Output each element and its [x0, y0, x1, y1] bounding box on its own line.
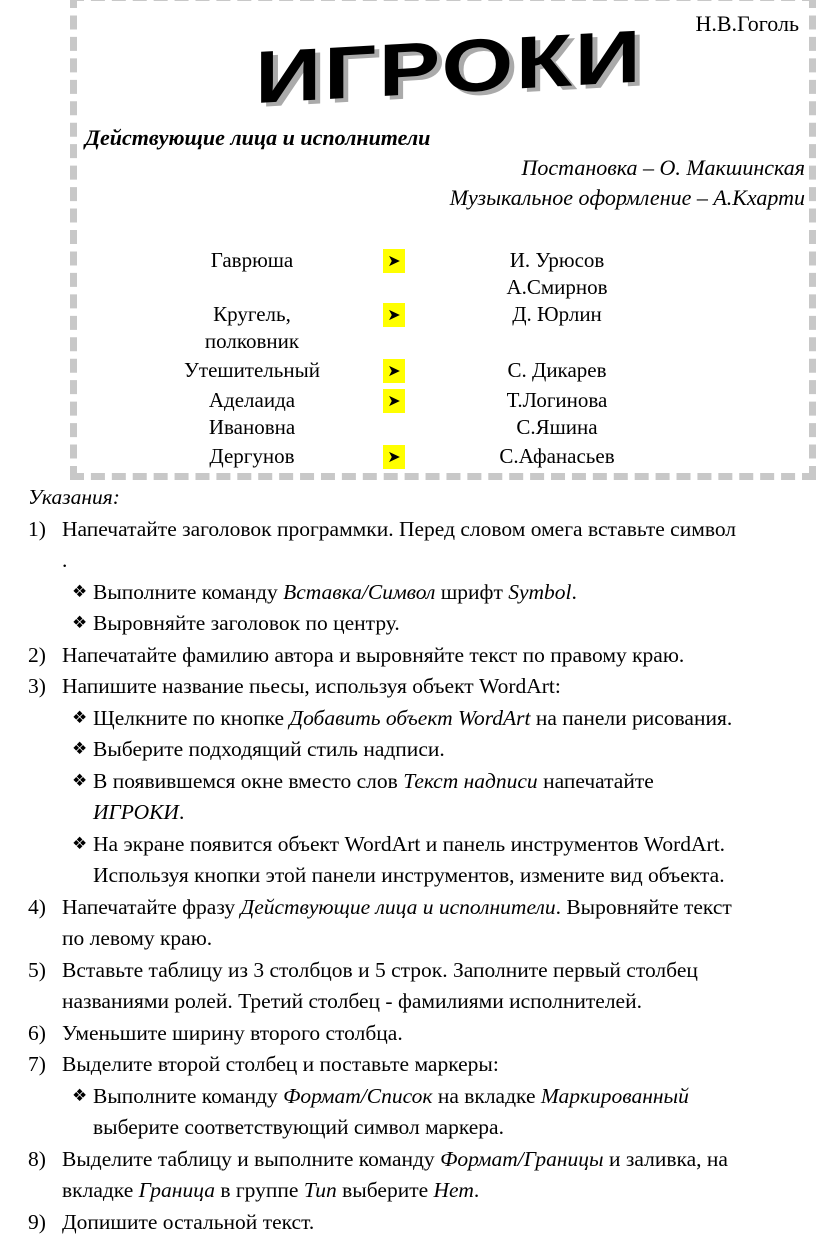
text-segment: Напишите название пьесы, используя объект WordArt: [62, 674, 561, 698]
italic-term: Тип [304, 1178, 337, 1202]
text-segment: на вкладке [432, 1084, 540, 1108]
cast-role: Гаврюша [157, 247, 347, 274]
diamond-bullet-icon: ❖ [72, 766, 87, 798]
text-segment: шрифт [435, 580, 508, 604]
arrowhead-bullet-icon: ➤ [383, 249, 405, 273]
diamond-bullet-icon: ❖ [72, 703, 87, 735]
text-segment: выберите соответствующий символ маркера. [93, 1115, 504, 1139]
cast-role: Аделаида [157, 387, 347, 414]
wordart-title: ИГРОКИ [255, 19, 643, 115]
director-credit: Постановка – О. Макшинская [522, 155, 805, 181]
italic-term: Нет [434, 1178, 474, 1202]
instruction-line [0, 797, 816, 829]
text-segment: Вставьте таблицу из 3 столбцов и 5 строк. Заполните первый столбец [62, 958, 698, 982]
step-number: 6) [28, 1018, 46, 1050]
text-segment: и заливка, на [604, 1147, 728, 1171]
instruction-text [93, 860, 725, 892]
arrowhead-bullet-icon: ➤ [383, 445, 405, 469]
arrowhead-bullet-icon: ➤ [383, 359, 405, 383]
cast-role: Утешительный [157, 357, 347, 384]
instruction-text [93, 1112, 504, 1144]
italic-term: Symbol [508, 580, 571, 604]
instruction-text [93, 608, 400, 640]
text-segment: . Выровняйте текст [556, 895, 732, 919]
italic-term: Добавить объект WordArt [289, 706, 530, 730]
instruction-line [0, 829, 816, 861]
instruction-text [93, 734, 445, 766]
italic-term: Формат/Границы [440, 1147, 604, 1171]
text-segment: Напечатайте фамилию автора и выровняйте текст по правому краю. [62, 643, 684, 667]
text-segment: Щелкните по кнопке [93, 706, 289, 730]
text-segment: Напечатайте фразу [62, 895, 241, 919]
instruction-text [62, 671, 561, 703]
instruction-line [0, 545, 816, 577]
step-number: 7) [28, 1049, 46, 1081]
instruction-line [0, 1018, 816, 1050]
step-number: 1) [28, 514, 46, 546]
text-segment: в группе [215, 1178, 304, 1202]
text-segment: выберите [337, 1178, 434, 1202]
text-segment: . [572, 580, 577, 604]
instruction-line [0, 608, 816, 640]
instruction-text [62, 955, 698, 987]
instruction-text [93, 766, 654, 798]
instructions-heading [0, 482, 816, 514]
step-number: 3) [28, 671, 46, 703]
instruction-line [0, 734, 816, 766]
step-number: 2) [28, 640, 46, 672]
arrowhead-bullet-icon: ➤ [383, 303, 405, 327]
instruction-text [93, 797, 184, 829]
text-segment: В появившемся окне вместо слов [93, 769, 403, 793]
instruction-line [0, 671, 816, 703]
italic-term: Формат/Список [283, 1084, 432, 1108]
instruction-line [0, 892, 816, 924]
instruction-line [0, 640, 816, 672]
instruction-line [0, 1175, 816, 1207]
instruction-line [0, 1049, 816, 1081]
text-segment: по левому краю. [62, 926, 212, 950]
instruction-line [0, 1081, 816, 1113]
instruction-text [62, 1207, 314, 1238]
instruction-line [0, 923, 816, 955]
step-number: 5) [28, 955, 46, 987]
instructions [0, 482, 816, 1238]
instruction-line [0, 986, 816, 1018]
instruction-line [0, 860, 816, 892]
text-segment: На экране появится объект WordArt и панель инструментов WordArt. [93, 832, 725, 856]
text-segment: Выделите второй столбец и поставьте маркеры: [62, 1052, 499, 1076]
instruction-text [62, 1175, 479, 1207]
text-segment: на панели рисования. [530, 706, 732, 730]
text-segment: Используя кнопки этой панели инструментов, измените вид объекта. [93, 863, 725, 887]
cast-role: полковник [157, 328, 347, 355]
text-segment: Выполните команду [93, 1084, 283, 1108]
italic-term: Вставка/Символ [283, 580, 435, 604]
instruction-line [0, 514, 816, 546]
cast-actor: С. Дикарев [457, 357, 657, 384]
cast-role: Дергунов [157, 443, 347, 470]
instruction-line [0, 955, 816, 987]
instruction-line [0, 766, 816, 798]
diamond-bullet-icon: ❖ [72, 829, 87, 861]
cast-actor: А.Смирнов [457, 274, 657, 301]
text-segment: Уменьшите ширину второго столбца. [62, 1021, 403, 1045]
arrowhead-bullet-icon: ➤ [383, 389, 405, 413]
instruction-text [62, 923, 212, 955]
cast-role: Кругель, [157, 301, 347, 328]
text-segment: Выделите таблицу и выполните команду [62, 1147, 440, 1171]
author-name: Н.В.Гоголь [695, 11, 799, 37]
cast-actor: Т.Логинова [457, 387, 657, 414]
instruction-line [0, 1112, 816, 1144]
text-segment: Выполните команду [93, 580, 283, 604]
instruction-text [93, 1081, 689, 1113]
instruction-line [0, 1207, 816, 1238]
text-segment: напечатайте [538, 769, 654, 793]
instruction-text [62, 640, 684, 672]
step-number: 4) [28, 892, 46, 924]
instruction-text [62, 892, 732, 924]
text-segment: названиями ролей. Третий столбец - фамилиями исполнителей. [62, 989, 642, 1013]
instruction-text [62, 1018, 403, 1050]
music-credit: Музыкальное оформление – А.Кхарти [450, 185, 805, 211]
program-frame [70, 0, 816, 480]
diamond-bullet-icon: ❖ [72, 608, 87, 640]
text-segment: Выберите подходящий стиль надписи. [93, 737, 445, 761]
instruction-text [93, 577, 577, 609]
instruction-line [0, 1144, 816, 1176]
instruction-text [62, 514, 736, 546]
step-number: 8) [28, 1144, 46, 1176]
text-segment: . [474, 1178, 479, 1202]
instruction-text [93, 703, 732, 735]
text-segment: . [62, 548, 67, 572]
text-segment: вкладке [62, 1178, 139, 1202]
instruction-text [62, 545, 67, 577]
text-segment: Выровняйте заголовок по центру. [93, 611, 400, 635]
instruction-text [62, 1049, 499, 1081]
instruction-text [93, 829, 725, 861]
step-number: 9) [28, 1207, 46, 1238]
diamond-bullet-icon: ❖ [72, 1081, 87, 1113]
italic-term: Текст надписи [403, 769, 538, 793]
cast-actor: С.Яшина [457, 414, 657, 441]
instruction-line [0, 577, 816, 609]
text-segment: . [179, 800, 184, 824]
text-segment: Напечатайте заголовок программки. Перед словом омега вставьте символ [62, 517, 736, 541]
instruction-text [62, 1144, 728, 1176]
diamond-bullet-icon: ❖ [72, 734, 87, 766]
italic-term: ИГРОКИ [93, 800, 179, 824]
heading-text: Указания: [28, 482, 120, 514]
cast-actor: И. Урюсов [457, 247, 657, 274]
instruction-line [0, 703, 816, 735]
diamond-bullet-icon: ❖ [72, 577, 87, 609]
cast-role: Ивановна [157, 414, 347, 441]
italic-term: Маркированный [541, 1084, 689, 1108]
instruction-text [62, 986, 642, 1018]
italic-term: Граница [139, 1178, 215, 1202]
cast-actor: Д. Юрлин [457, 301, 657, 328]
cast-actor: С.Афанасьев [457, 443, 657, 470]
cast-heading: Действующие лица и исполнители [85, 125, 430, 151]
italic-term: Действующие лица и исполнители [241, 895, 556, 919]
text-segment: Допишите остальной текст. [62, 1210, 314, 1234]
